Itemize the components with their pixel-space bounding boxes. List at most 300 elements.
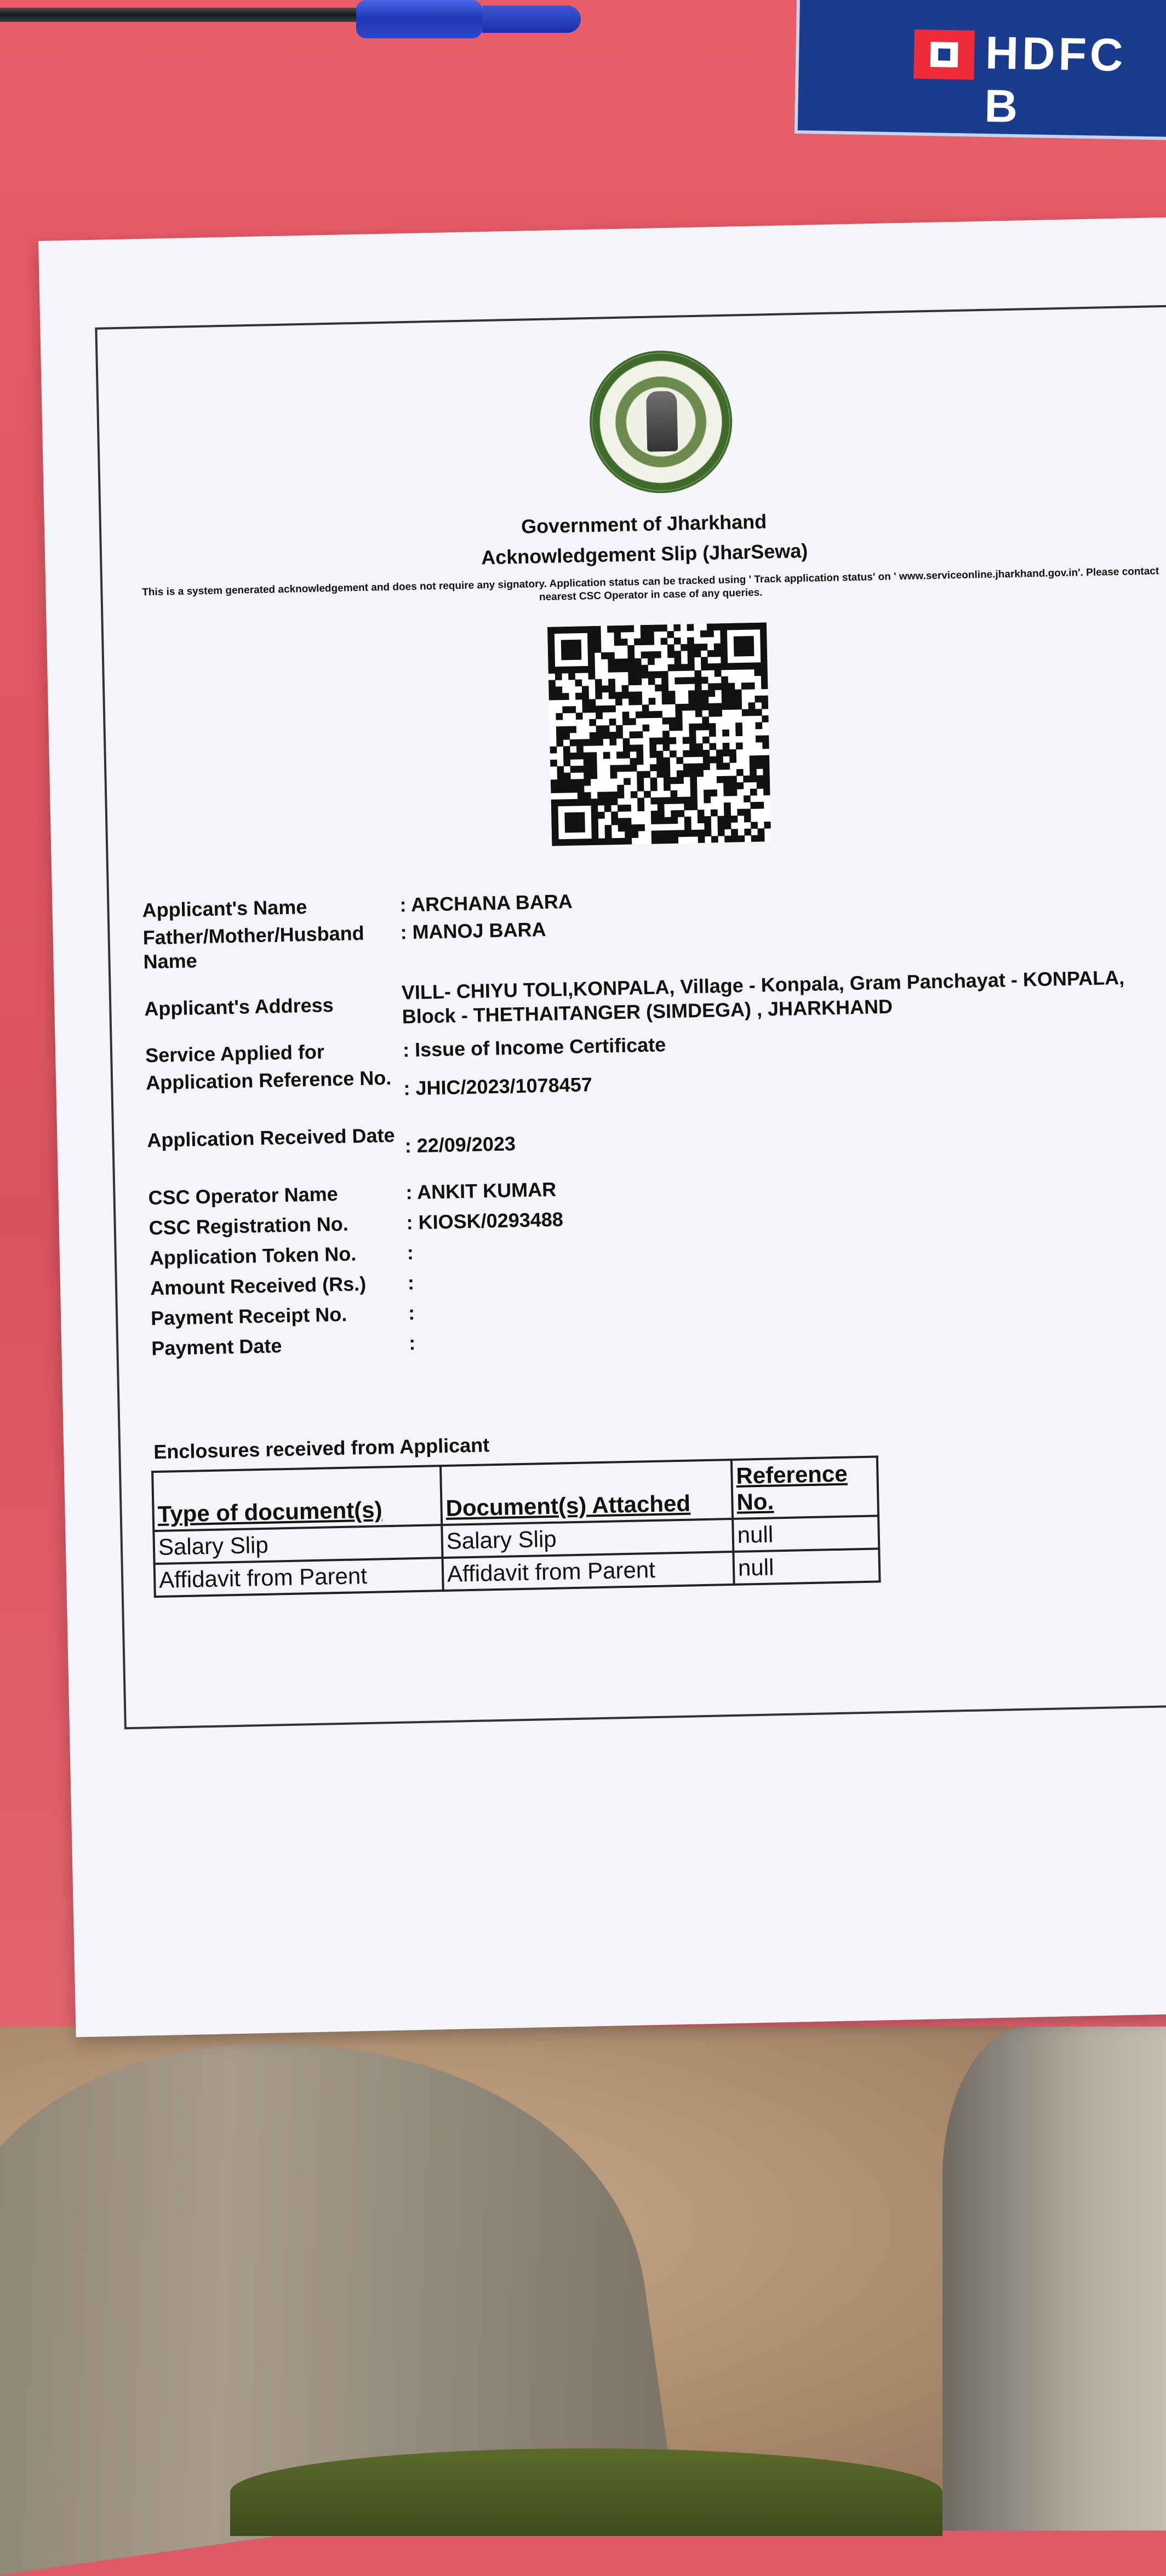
- qr-module: [728, 683, 735, 690]
- qr-module: [557, 779, 564, 787]
- qr-module: [607, 626, 614, 633]
- qr-module: [571, 812, 578, 819]
- qr-module: [730, 776, 737, 783]
- qr-module: [701, 690, 708, 697]
- qr-module: [738, 835, 745, 842]
- qr-module: [556, 713, 563, 720]
- qr-module: [570, 766, 578, 773]
- qr-module: [598, 812, 605, 819]
- qr-module: [698, 816, 705, 823]
- qr-module: [568, 640, 575, 647]
- qr-module: [596, 725, 603, 732]
- qr-module: [684, 823, 691, 830]
- qr-module: [708, 683, 715, 690]
- qr-module: [581, 626, 588, 633]
- qr-module: [636, 751, 643, 758]
- qr-module: [587, 639, 595, 646]
- qr-module: [636, 731, 643, 738]
- qr-module: [708, 703, 716, 710]
- qr-module: [671, 837, 678, 844]
- qr-module: [587, 626, 595, 633]
- qr-module: [604, 791, 611, 799]
- qr-module: [622, 712, 630, 719]
- qr-module: [625, 818, 632, 825]
- qr-module: [724, 802, 731, 810]
- qr-module: [563, 733, 570, 740]
- qr-module: [716, 749, 723, 756]
- qr-module: [695, 677, 702, 684]
- qr-module: [702, 703, 709, 710]
- qr-module: [642, 704, 649, 712]
- qr-module: [662, 691, 669, 698]
- qr-module: [570, 739, 577, 747]
- qr-module: [648, 671, 655, 678]
- qr-module: [761, 649, 768, 656]
- qr-module: [611, 798, 618, 805]
- qr-module: [718, 829, 725, 836]
- qr-module: [689, 743, 696, 750]
- qr-module: [676, 710, 683, 718]
- qr-module: [695, 724, 702, 731]
- table-cell: null: [733, 1516, 879, 1552]
- qr-module: [684, 830, 691, 837]
- qr-module: [630, 745, 637, 752]
- qr-module: [657, 797, 664, 804]
- qr-module: [736, 782, 744, 789]
- qr-module: [658, 830, 665, 837]
- qr-module: [643, 771, 650, 778]
- qr-module: [550, 760, 557, 767]
- qr-module: [671, 817, 678, 824]
- qr-module: [763, 775, 770, 782]
- qr-module: [628, 658, 635, 665]
- qr-module: [647, 625, 654, 632]
- qr-module: [695, 684, 702, 691]
- qr-module: [724, 822, 731, 829]
- qr-module: [627, 652, 635, 659]
- qr-module: [563, 746, 570, 753]
- qr-module: [608, 659, 615, 666]
- qr-module: [733, 623, 740, 630]
- qr-module: [617, 791, 624, 799]
- qr-module: [556, 693, 563, 700]
- table-cell: Salary Slip: [153, 1525, 442, 1564]
- qr-module: [683, 737, 690, 744]
- qr-module: [761, 669, 768, 676]
- qr-module: [556, 733, 563, 740]
- qr-module: [596, 732, 603, 739]
- qr-module: [608, 665, 615, 673]
- qr-module: [578, 825, 585, 833]
- qr-module: [561, 646, 568, 653]
- qr-module: [582, 686, 589, 693]
- qr-module: [622, 692, 629, 699]
- qr-module: [744, 816, 751, 823]
- qr-module: [714, 643, 721, 650]
- qr-module: [694, 644, 701, 651]
- qr-module: [591, 825, 598, 832]
- qr-module: [635, 698, 642, 705]
- qr-module: [642, 711, 649, 718]
- qr-module: [682, 704, 689, 711]
- qr-module: [750, 755, 757, 762]
- qr-module: [604, 805, 611, 812]
- qr-module: [702, 716, 709, 724]
- qr-module: [568, 646, 575, 653]
- qr-module: [618, 838, 625, 845]
- qr-module: [684, 817, 691, 824]
- qr-module: [756, 775, 763, 782]
- qr-module: [564, 773, 571, 780]
- qr-code: [547, 622, 771, 846]
- qr-module: [650, 764, 657, 771]
- qr-module: [747, 649, 755, 656]
- qr-module: [750, 762, 757, 769]
- system-note: This is a system generated acknowledgement and does not require any signatory. Application status can be tracked using ' Track application status' on ' www.serviceonline.jharkhand.gov.in'. Please contact nearest CSC Operator in case of any queries.: [142, 565, 1159, 603]
- qr-module: [556, 739, 563, 747]
- qr-module: [751, 835, 758, 842]
- qr-module: [668, 664, 675, 672]
- qr-module: [703, 750, 710, 757]
- qr-module: [590, 765, 597, 772]
- qr-module: [687, 637, 694, 644]
- qr-module: [664, 784, 671, 791]
- qr-module: [728, 663, 735, 670]
- qr-module: [690, 803, 698, 810]
- qr-module: [605, 825, 612, 832]
- qr-module: [592, 839, 599, 846]
- qr-module: [591, 805, 598, 812]
- qr-module: [762, 735, 769, 742]
- qr-module: [730, 789, 738, 796]
- qr-module: [727, 623, 734, 630]
- qr-module: [618, 818, 625, 825]
- qr-module: [690, 783, 698, 790]
- qr-module: [724, 809, 731, 816]
- qr-module: [555, 667, 562, 674]
- qr-module: [702, 737, 710, 744]
- qr-module: [664, 777, 671, 784]
- qr-module: [713, 623, 721, 630]
- qr-module: [751, 822, 758, 829]
- hdfc-card: [795, 0, 1166, 140]
- qr-module: [735, 696, 742, 703]
- qr-module: [589, 705, 596, 713]
- qr-module: [635, 672, 642, 679]
- qr-module: [551, 786, 558, 793]
- qr-module: [590, 772, 597, 779]
- qr-module: [630, 765, 637, 772]
- qr-module: [756, 736, 763, 743]
- qr-module: [647, 632, 654, 639]
- qr-module: [627, 645, 635, 652]
- qr-module: [687, 624, 694, 631]
- slip-title: Acknowledgement Slip (JharSewa): [481, 539, 808, 569]
- qr-module: [676, 757, 683, 764]
- qr-module: [758, 835, 765, 842]
- government-heading: Government of Jharkhand: [521, 510, 767, 538]
- qr-module: [578, 819, 585, 826]
- qr-module: [684, 804, 691, 811]
- hdfc-logo-icon: [913, 30, 975, 80]
- qr-module: [594, 639, 601, 646]
- qr-module: [696, 750, 703, 757]
- qr-module: [677, 777, 684, 784]
- qr-module: [581, 666, 588, 673]
- qr-module: [637, 784, 644, 791]
- qr-module: [570, 786, 578, 793]
- qr-module: [548, 653, 555, 661]
- qr-module: [617, 785, 624, 792]
- qr-module: [615, 665, 622, 673]
- qr-module: [701, 677, 708, 684]
- qr-module: [565, 819, 572, 826]
- qr-module: [762, 696, 769, 703]
- qr-module: [740, 650, 747, 657]
- qr-module: [721, 643, 728, 650]
- qr-module: [555, 686, 562, 693]
- qr-module: [667, 651, 675, 658]
- qr-module: [705, 829, 712, 836]
- qr-module: [756, 762, 763, 769]
- qr-module: [589, 719, 596, 726]
- column-header: Document(s) Attached: [441, 1460, 733, 1525]
- qr-module: [558, 839, 565, 846]
- qr-module: [547, 640, 555, 647]
- qr-module: [740, 642, 747, 650]
- qr-module: [636, 712, 643, 719]
- qr-module: [590, 732, 597, 739]
- qr-module: [648, 658, 655, 665]
- qr-module: [670, 750, 677, 758]
- enclosures-title: Enclosures received from Applicant: [153, 1433, 490, 1464]
- qr-module: [675, 678, 682, 685]
- qr-module: [690, 790, 698, 797]
- qr-module: [568, 653, 575, 660]
- qr-module: [683, 770, 690, 777]
- qr-module: [695, 703, 702, 710]
- qr-module: [741, 682, 748, 690]
- qr-module: [564, 779, 571, 787]
- qr-module: [761, 662, 768, 669]
- qr-module: [723, 743, 730, 750]
- qr-module: [614, 658, 621, 665]
- qr-module: [548, 680, 556, 687]
- qr-module: [576, 713, 583, 720]
- qr-module: [704, 816, 711, 823]
- qr-module: [722, 696, 729, 703]
- qr-module: [630, 758, 637, 765]
- qr-module: [650, 798, 658, 805]
- qr-module: [588, 652, 595, 659]
- qr-module: [597, 799, 604, 806]
- qr-module: [609, 732, 616, 739]
- qr-module: [756, 755, 763, 762]
- qr-module: [761, 682, 768, 689]
- qr-module: [571, 799, 578, 806]
- qr-module: [602, 685, 609, 692]
- qr-module: [568, 673, 575, 680]
- qr-module: [618, 805, 625, 812]
- slip-frame: Government of Jharkhand Acknowledgement Slip (JharSewa) This is a system generated acknowledgement and does not require any signatory. Application status can be tracked using ' Track application status' on ' www.serviceonline.jharkhand.gov.in'. Please contact nearest CSC Operator in case of any queries. Applicant's Name : ARCHANA BARA Father/Mother/Husband Name : MANOJ BARA Applicant's Address VILL- CHIYU TOLI,KONPALA, Village - Konpala, Gram Panchayat - KONPALA, Block - THETHAITANGER (SIMDEGA) , JHARKHAND Service Applied for : Issue of Income Certificate Application Reference No. : JHIC/2023/1078457 Application Received Date : 22/09/2023 CSC Operator Name : ANKIT KUMAR CSC Registration No. : KIOSK/0293488 Application Token No. : Amount Received (Rs.) : Payment Receipt No. : Payment Date : Enclosures received from Applicant Type of document(s) Document(s) Attached Reference No. Salary Slip Salary Slip null Affidavit from Parent Affidavit from Parent null: [95, 305, 1166, 1729]
- qr-module: [668, 697, 676, 704]
- qr-module: [696, 743, 703, 750]
- qr-module: [683, 750, 690, 758]
- qr-module: [690, 777, 697, 784]
- qr-module: [720, 623, 727, 630]
- qr-module: [578, 812, 585, 819]
- qr-module: [649, 711, 656, 718]
- qr-module: [762, 742, 769, 749]
- qr-module: [696, 763, 704, 770]
- qr-module: [550, 747, 557, 754]
- qr-module: [736, 742, 743, 749]
- qr-module: [611, 818, 618, 825]
- qr-module: [707, 630, 714, 637]
- qr-module: [608, 685, 615, 692]
- qr-module: [649, 738, 656, 745]
- qr-module: [762, 702, 769, 709]
- qr-module: [709, 730, 716, 737]
- qr-module: [688, 664, 695, 671]
- qr-module: [628, 692, 636, 699]
- qr-module: [663, 744, 670, 751]
- qr-module: [584, 799, 591, 806]
- qr-module: [584, 766, 591, 773]
- qr-module: [595, 646, 602, 653]
- qr-module: [703, 756, 710, 764]
- qr-module: [708, 690, 715, 697]
- qr-module: [674, 657, 681, 664]
- qr-module: [641, 638, 648, 645]
- qr-module: [615, 692, 622, 699]
- qr-module: [584, 759, 591, 766]
- qr-module: [621, 639, 628, 646]
- qr-module: [721, 650, 728, 657]
- qr-module: [608, 652, 615, 659]
- qr-module: [750, 768, 757, 776]
- qr-module: [649, 744, 656, 751]
- qr-module: [552, 833, 559, 840]
- qr-module: [578, 792, 585, 799]
- acknowledgement-slip: [38, 217, 1166, 2037]
- qr-module: [604, 798, 611, 805]
- qr-module: [587, 633, 595, 640]
- qr-module: [761, 642, 768, 650]
- qr-module: [605, 831, 612, 839]
- qr-module: [601, 652, 608, 659]
- qr-module: [707, 663, 715, 670]
- qr-module: [571, 819, 579, 826]
- qr-module: [585, 839, 592, 846]
- qr-module: [603, 752, 610, 759]
- qr-module: [634, 638, 641, 645]
- qr-module: [750, 776, 757, 783]
- qr-module: [741, 663, 748, 670]
- qr-module: [715, 703, 722, 710]
- qr-module: [582, 699, 589, 706]
- qr-module: [625, 831, 632, 838]
- qr-module: [576, 753, 584, 760]
- qr-module: [577, 766, 584, 773]
- qr-module: [629, 718, 636, 725]
- qr-module: [747, 636, 754, 643]
- qr-module: [597, 792, 604, 799]
- qr-module: [763, 762, 770, 769]
- qr-module: [602, 705, 609, 713]
- qr-module: [740, 636, 747, 643]
- qr-module: [694, 670, 701, 678]
- qr-module: [569, 706, 576, 713]
- qr-module: [609, 705, 616, 713]
- trouser-leg-right: [942, 2027, 1166, 2531]
- qr-module: [760, 636, 767, 643]
- qr-module: [654, 651, 661, 658]
- qr-module: [763, 788, 770, 795]
- qr-module: [689, 730, 696, 737]
- qr-module: [678, 830, 685, 837]
- qr-module: [701, 697, 708, 704]
- qr-module: [709, 743, 716, 750]
- qr-module: [661, 684, 668, 691]
- qr-module: [631, 791, 638, 798]
- qr-module: [735, 729, 742, 736]
- qr-module: [760, 622, 767, 629]
- qr-module: [650, 751, 657, 758]
- qr-module: [735, 703, 742, 710]
- qr-module: [565, 825, 572, 833]
- qr-module: [683, 764, 690, 771]
- qr-module: [687, 651, 694, 658]
- qr-module: [758, 828, 765, 835]
- qr-module: [671, 810, 678, 817]
- qr-module: [603, 732, 610, 739]
- qr-module: [590, 752, 597, 759]
- qr-module: [695, 697, 702, 704]
- qr-module: [591, 799, 598, 806]
- qr-module: [721, 683, 728, 690]
- qr-module: [635, 678, 642, 685]
- qr-module: [595, 686, 602, 693]
- qr-module: [676, 717, 683, 724]
- qr-module: [615, 698, 622, 705]
- qr-module: [574, 653, 581, 660]
- qr-module: [551, 819, 558, 827]
- qr-module: [723, 783, 730, 790]
- qr-module: [596, 712, 603, 719]
- qr-module: [651, 830, 659, 837]
- qr-module: [575, 679, 582, 686]
- qr-module: [714, 663, 721, 670]
- qr-module: [644, 791, 651, 798]
- qr-module: [609, 692, 616, 699]
- qr-module: [648, 651, 655, 658]
- qr-module: [690, 796, 698, 804]
- qr-module: [755, 722, 762, 729]
- qr-module: [552, 839, 559, 846]
- qr-module: [668, 691, 676, 698]
- qr-module: [587, 646, 595, 653]
- qr-module: [764, 822, 771, 829]
- qr-module: [584, 779, 591, 786]
- qr-module: [578, 799, 585, 806]
- qr-module: [590, 759, 597, 766]
- qr-module: [684, 796, 691, 804]
- qr-module: [557, 766, 564, 773]
- qr-module: [721, 676, 728, 684]
- qr-module: [584, 772, 591, 779]
- qr-module: [691, 830, 698, 837]
